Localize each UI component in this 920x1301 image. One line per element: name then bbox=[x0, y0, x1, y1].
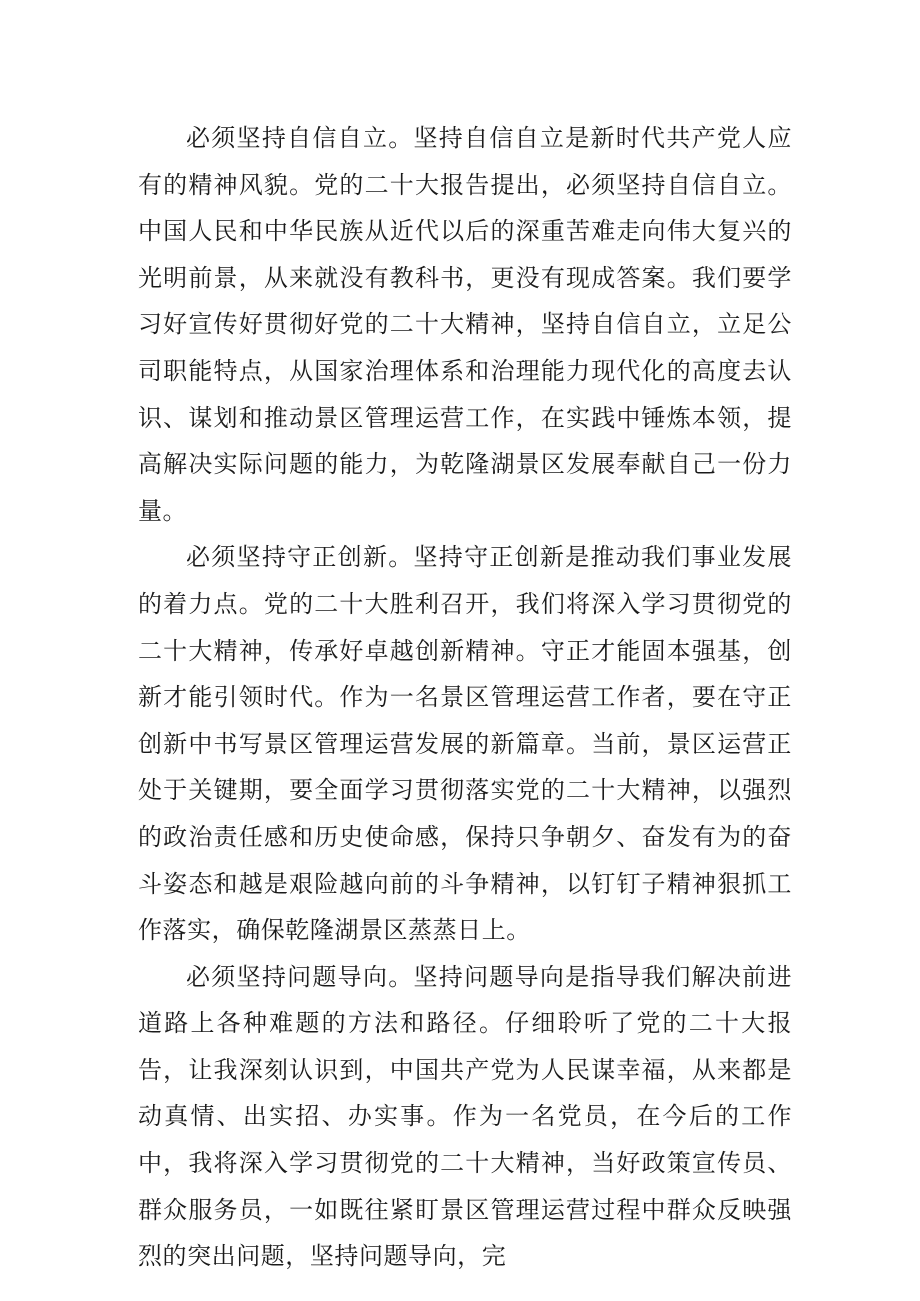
paragraph-self-confidence: 必须坚持自信自立。坚持自信自立是新时代共产党人应有的精神风貌。党的二十大报告提出，必须坚持自信自立。中国人民和中华民族从近代以后的深重苦难走向伟大复兴的光明前景，从来就没有教科书，更没有现成答案。我们要学习好宣传好贯彻好党的二十大精神，坚持自信自立，立足公司职能特点，从国家治理体系和治理能力现代化的高度去认识、谋划和推动景区管理运营工作，在实践中锤炼本领，提高解决实际问题的能力，为乾隆湖景区发展奉献自己一份力量。 bbox=[138, 124, 792, 525]
paragraph-innovation: 必须坚持守正创新。坚持守正创新是推动我们事业发展的着力点。党的二十大胜利召开，我们将深入学习贯彻党的二十大精神，传承好卓越创新精神。守正才能固本强基，创新才能引领时代。作为一名景区管理运营工作者，要在守正创新中书写景区管理运营发展的新篇章。当前，景区运营正处于关键期，要全面学习贯彻落实党的二十大精神，以强烈的政治责任感和历史使命感，保持只争朝夕、奋发有为的奋斗姿态和越是艰险越向前的斗争精神，以钉钉子精神狠抓工作落实，确保乾隆湖景区蒸蒸日上。 bbox=[138, 543, 792, 945]
paragraph-problem-oriented: 必须坚持问题导向。坚持问题导向是指导我们解决前进道路上各种难题的方法和路径。仔细聆听了党的二十大报告，让我深刻认识到，中国共产党为人民谋幸福，从来都是动真情、出实招、办实事。作为一名党员，在今后的工作中，我将深入学习贯彻党的二十大精神，当好政策宣传员、群众服务员，一如既往紧盯景区管理运营过程中群众反映强烈的突出问题，坚持问题导向，完 bbox=[138, 962, 792, 1271]
document-body bbox=[138, 115, 792, 1280]
